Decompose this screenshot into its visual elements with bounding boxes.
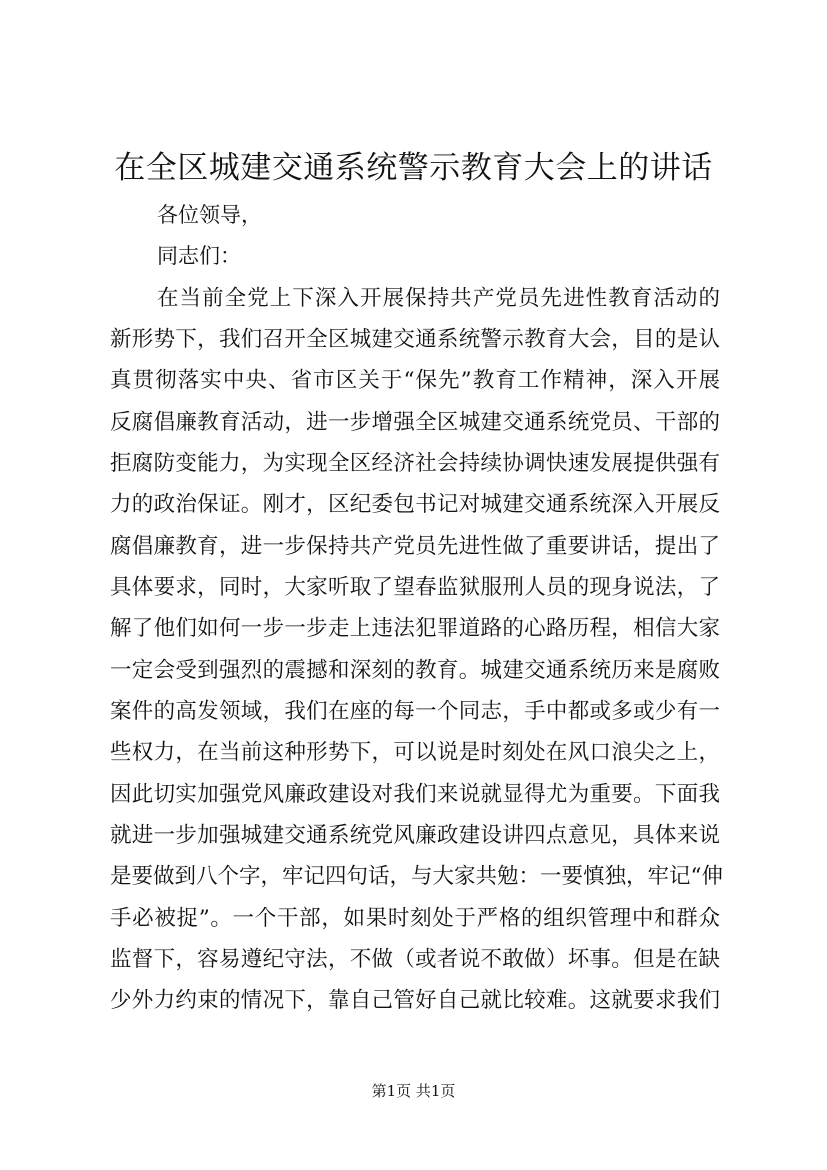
paragraph-line: 具体要求，同时，大家听取了望春监狱服刑人员的现身说法，了 [110,575,720,600]
paragraph-line: 手必被捉”。一个干部，如果时刻处于严格的组织管理中和群众 [110,906,720,931]
paragraph-line: 是要做到八个字，牢记四句话，与大家共勉：一要慎独，牢记“伸 [110,864,723,889]
paragraph-line: 监督下，容易遵纪守法，不做（或者说不敢做）坏事。但是在缺 [110,947,720,972]
paragraph-line: 拒腐防变能力，为实现全区经济社会持续协调快速发展提供强有 [110,451,720,476]
paragraph-line: 些权力，在当前这种形势下，可以说是时刻处在风口浪尖之上， [110,740,720,765]
paragraph-line: 少外力约束的情况下，靠自己管好自己就比较难。这就要求我们 [110,988,720,1013]
paragraph-line: 因此切实加强党风廉政建设对我们来说就显得尤为重要。下面我 [110,782,720,807]
paragraph-line: 一定会受到强烈的震撼和深刻的教育。城建交通系统历来是腐败 [110,658,720,683]
salutation-leaders: 各位领导， [157,203,262,227]
paragraph-line: 案件的高发领域，我们在座的每一个同志，手中都或多或少有一 [110,699,720,724]
salutation-comrades: 同志们： [157,244,241,268]
page-number-footer: 第1页 共1页 [371,1082,456,1100]
document-title: 在全区城建交通系统警示教育大会上的讲话 [114,150,713,186]
paragraph-line: 反腐倡廉教育活动，进一步增强全区城建交通系统党员、干部的 [110,410,720,435]
paragraph-line: 真贯彻落实中央、省市区关于“保先”教育工作精神，深入开展 [110,368,720,393]
paragraph-line: 腐倡廉教育，进一步保持共产党员先进性做了重要讲话，提出了 [110,534,720,559]
paragraph-line: 新形势下，我们召开全区城建交通系统警示教育大会，目的是认 [110,327,720,352]
paragraph-line: 解了他们如何一步一步走上违法犯罪道路的心路历程，相信大家 [110,616,720,641]
paragraph-line: 就进一步加强城建交通系统党风廉政建设讲四点意见，具体来说 [110,823,720,848]
paragraph-line: 力的政治保证。刚才，区纪委包书记对城建交通系统深入开展反 [110,492,720,517]
paragraph-line: 在当前全党上下深入开展保持共产党员先进性教育活动的 [157,286,720,311]
